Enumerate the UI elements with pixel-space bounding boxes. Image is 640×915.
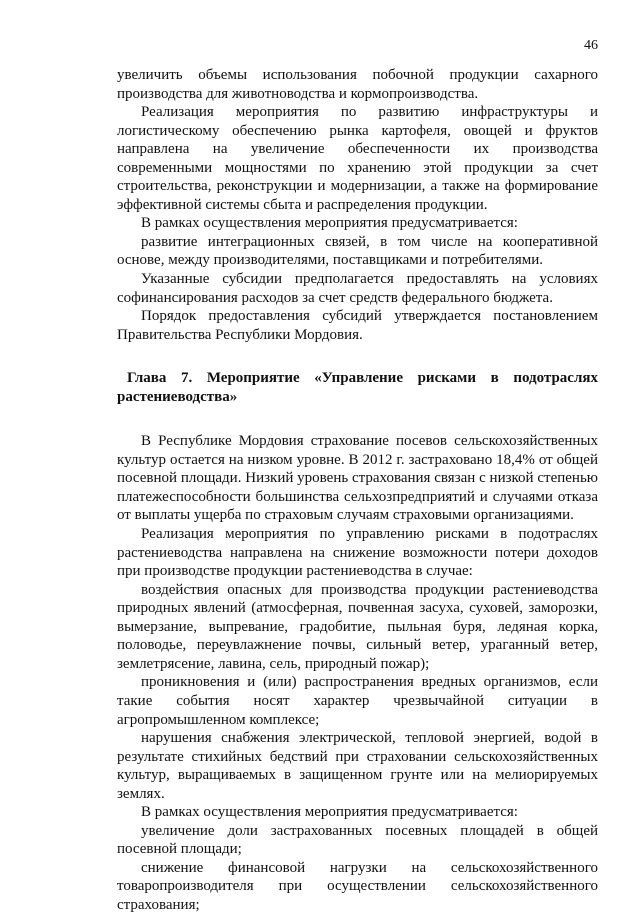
paragraph: развитие интеграционных связей, в том числе на кооперативной основе, между производителями, поставщиками и потребителями. xyxy=(117,233,598,269)
paragraph: В рамках осуществления мероприятия предусматривается: xyxy=(141,215,518,232)
paragraph: нарушения снабжения электрической, тепловой энергией, водой в результате стихийных бедствий при страховании сельскохозяйственных культур, выращиваемых в защищенном грунте или на мелиорируемых землях. xyxy=(117,730,598,802)
paragraph: Указанные субсидии предполагается предоставлять на условиях софинансирования расходов за счет средств федерального бюджета. xyxy=(117,271,598,306)
paragraph: Реализация мероприятия по управлению рисками в подотраслях растениеводства направлена на снижение возможности потери доходов при производстве продукции растениеводства в случае: xyxy=(117,526,598,580)
chapter-heading: Глава 7. Мероприятие «Управление рисками в подотраслях растениеводства» xyxy=(117,370,598,405)
paragraph: В Республике Мордовия страхование посевов сельскохозяйственных культур остается на низком уровне. В 2012 г. застраховано 18,4% от общей посевной площади. Низкий уровень страхования связан с низкой степенью платежеспособности большинства сельхозпредприятий и случаями отказа от выплаты ущерба по страховым случаям страховыми организациями. xyxy=(117,433,598,524)
spacer xyxy=(117,406,598,432)
text-block-top xyxy=(117,66,598,344)
paragraph: Порядок предоставления субсидий утверждается постановлением Правительства Республики Мордовия. xyxy=(117,308,598,343)
paragraph: снижение финансовой нагрузки на сельскохозяйственного товаропроизводителя при осуществлении сельскохозяйственного страхования; xyxy=(117,859,598,913)
paragraph: проникновения и (или) распространения вредных организмов, если такие события носят характер чрезвычайной ситуации в агропромышленном комплексе; xyxy=(117,674,598,728)
paragraph: В рамках осуществления мероприятия предусматривается: xyxy=(141,804,518,821)
page-content xyxy=(117,66,598,915)
paragraph: воздействия опасных для производства продукции растениеводства природных явлений (атмосферная, почвенная засуха, суховей, заморозки, вымерзание, выпревание, градобитие, пыльная буря, ледяная корка, половодье, переувлажнение почвы, сильный ветер, ураганный ветер, землетрясение, лавина, сель, природный пожар); xyxy=(117,581,598,672)
paragraph: увеличить объемы использования побочной продукции сахарного производства для животноводства и кормопроизводства. xyxy=(117,67,598,102)
paragraph: увеличение доли застрахованных посевных площадей в общей посевной площади; xyxy=(117,822,598,858)
text-block-bottom xyxy=(117,432,598,914)
page-number: 46 xyxy=(584,38,598,53)
paragraph: Реализация мероприятия по развитию инфраструктуры и логистическому обеспечению рынка картофеля, овощей и фруктов направлена на увеличение обеспеченности их производства современными мощностями по хранению этой продукции за счет строительства, реконструкции и модернизации, а также на формирование эффективной системы сбыта и распределения продукции. xyxy=(117,104,598,213)
spacer xyxy=(117,344,598,369)
